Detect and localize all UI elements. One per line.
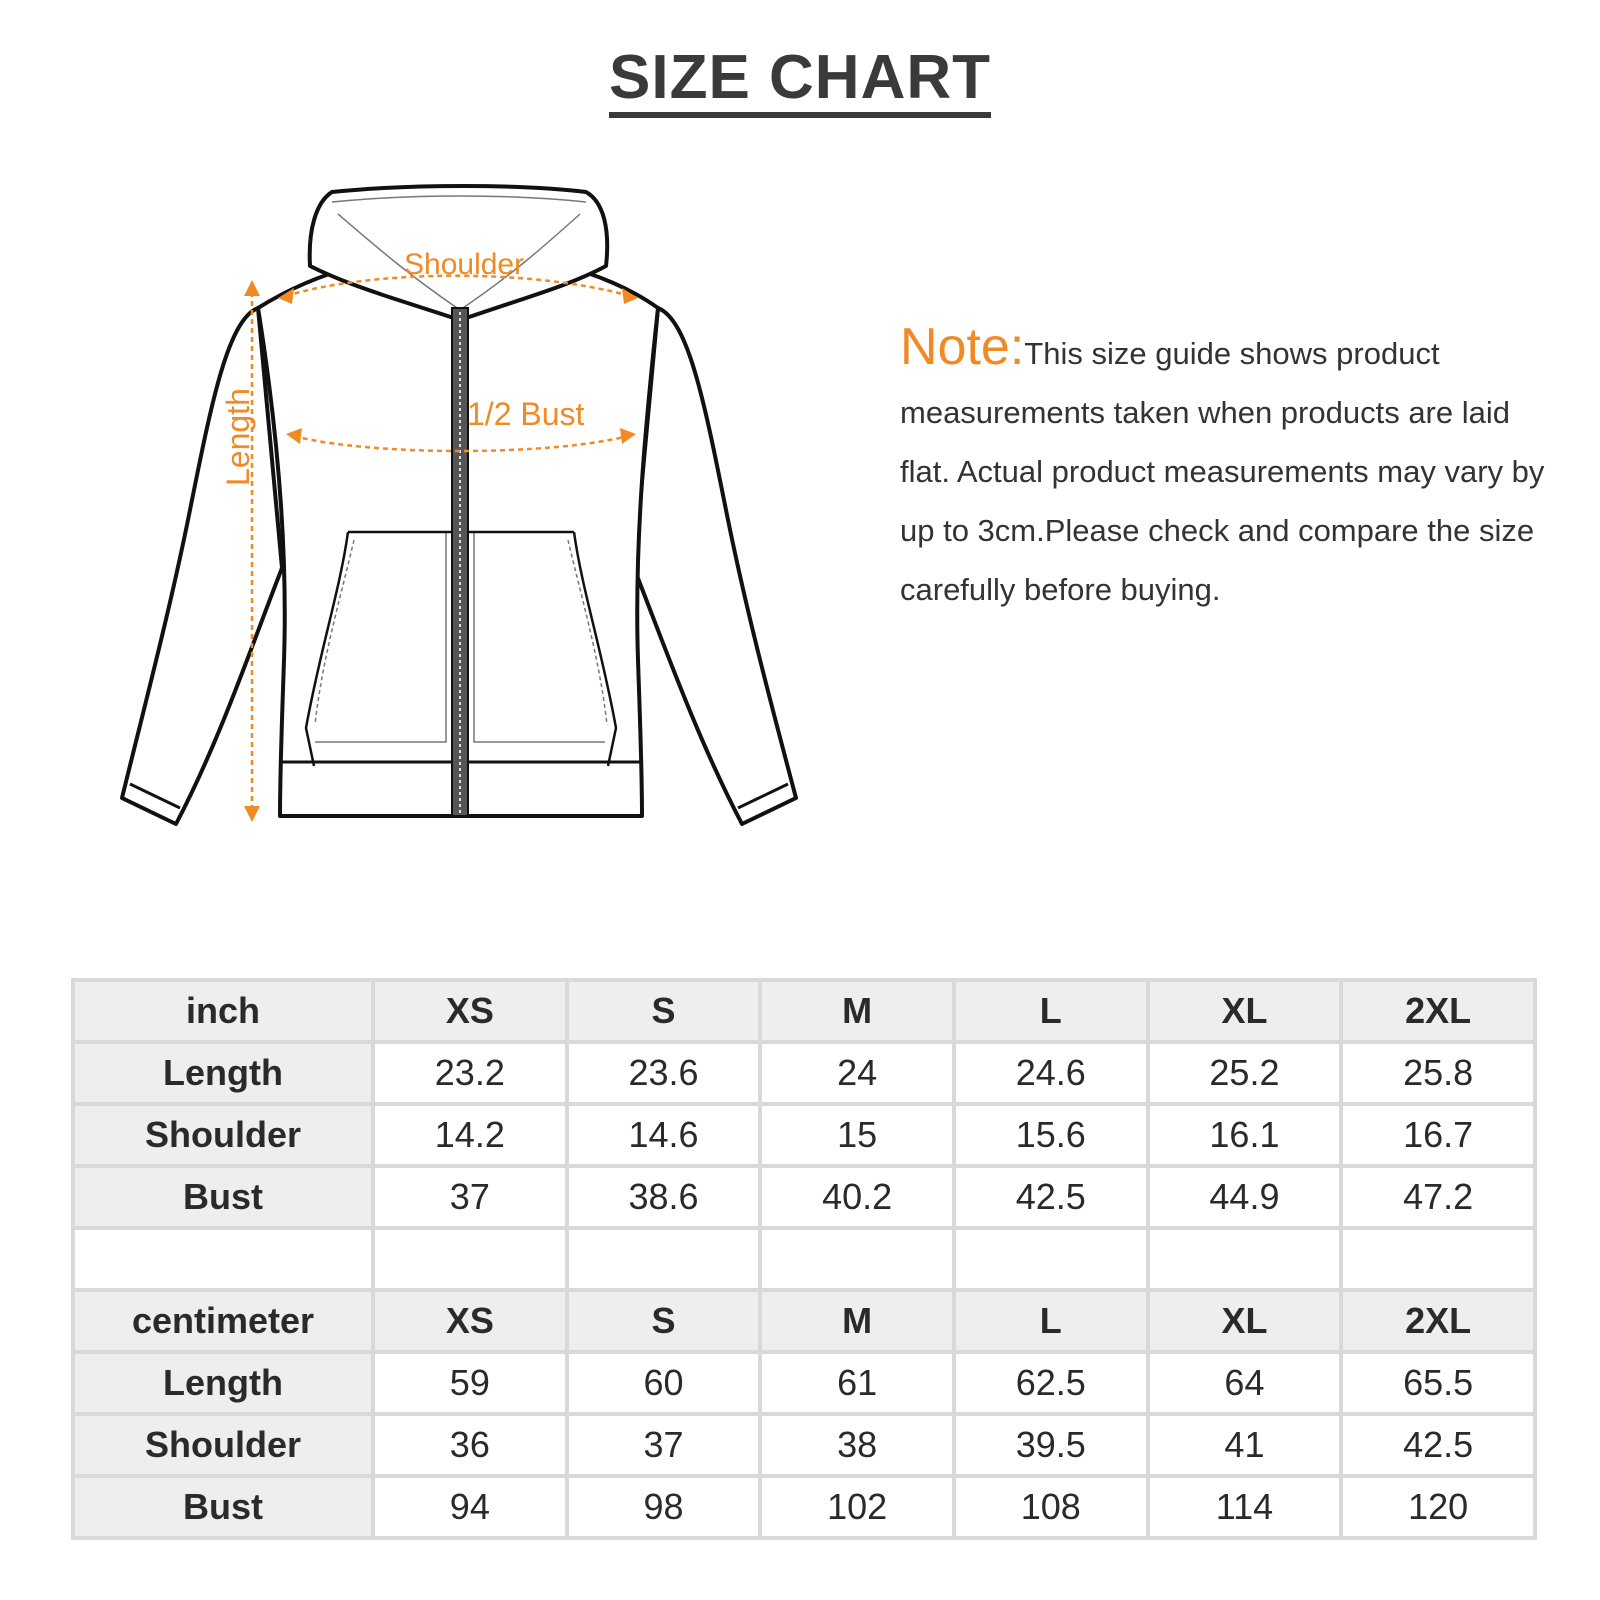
table-cell: 98 <box>569 1478 759 1536</box>
half-bust-label: 1/2 Bust <box>467 396 585 432</box>
empty-cell <box>375 1230 565 1288</box>
size-header: XL <box>1150 1292 1340 1350</box>
table-cell: 16.7 <box>1343 1106 1533 1164</box>
table-cell: 38 <box>762 1416 952 1474</box>
table-cell: 24 <box>762 1044 952 1102</box>
size-header: M <box>762 982 952 1040</box>
table-row <box>75 1106 1533 1164</box>
row-label: Length <box>75 1354 371 1412</box>
unit-label: centimeter <box>75 1292 371 1350</box>
page-title: SIZE CHART <box>0 42 1600 118</box>
note-text: This size guide shows product measurements taken when products are laid flat. Actual product measurements may vary by up to 3cm.Please check and compare the size carefully before buying. <box>900 336 1545 607</box>
table-row <box>75 1044 1533 1102</box>
table-cell: 24.6 <box>956 1044 1146 1102</box>
size-header: S <box>569 982 759 1040</box>
empty-cell <box>75 1230 371 1288</box>
empty-cell <box>569 1230 759 1288</box>
empty-cell <box>762 1230 952 1288</box>
size-header: L <box>956 982 1146 1040</box>
empty-cell <box>956 1230 1146 1288</box>
table-row <box>75 1354 1533 1412</box>
table-cell: 23.2 <box>375 1044 565 1102</box>
table-cell: 36 <box>375 1416 565 1474</box>
table-cell: 59 <box>375 1354 565 1412</box>
table-cell: 65.5 <box>1343 1354 1533 1412</box>
row-label: Shoulder <box>75 1106 371 1164</box>
size-header: M <box>762 1292 952 1350</box>
table-cell: 102 <box>762 1478 952 1536</box>
table-cell: 41 <box>1150 1416 1340 1474</box>
table-cell: 14.2 <box>375 1106 565 1164</box>
table-cell: 15 <box>762 1106 952 1164</box>
size-header: 2XL <box>1343 982 1533 1040</box>
table-cell: 23.6 <box>569 1044 759 1102</box>
table-cell: 114 <box>1150 1478 1340 1536</box>
table-cell: 120 <box>1343 1478 1533 1536</box>
hoodie-outline-icon <box>110 180 830 860</box>
note-heading: Note: <box>900 318 1025 376</box>
table-cell: 60 <box>569 1354 759 1412</box>
size-header: 2XL <box>1343 1292 1533 1350</box>
table-cell: 44.9 <box>1150 1168 1340 1226</box>
table-cell: 64 <box>1150 1354 1340 1412</box>
table-row <box>75 1478 1533 1536</box>
table-cell: 108 <box>956 1478 1146 1536</box>
size-header: XS <box>375 1292 565 1350</box>
table-cell: 94 <box>375 1478 565 1536</box>
table-cell: 42.5 <box>956 1168 1146 1226</box>
size-header: L <box>956 1292 1146 1350</box>
shoulder-label: Shoulder <box>404 248 525 281</box>
table-cell: 62.5 <box>956 1354 1146 1412</box>
row-label: Bust <box>75 1168 371 1226</box>
table-cell: 37 <box>569 1416 759 1474</box>
table-cell: 37 <box>375 1168 565 1226</box>
row-label: Bust <box>75 1478 371 1536</box>
size-header: S <box>569 1292 759 1350</box>
length-label: Length <box>220 388 256 486</box>
table-cell: 15.6 <box>956 1106 1146 1164</box>
empty-cell <box>1343 1230 1533 1288</box>
empty-cell <box>1150 1230 1340 1288</box>
table-cell: 16.1 <box>1150 1106 1340 1164</box>
size-header: XL <box>1150 982 1340 1040</box>
size-table <box>71 978 1537 1540</box>
table-row <box>75 1416 1533 1474</box>
table-cell: 42.5 <box>1343 1416 1533 1474</box>
unit-label: inch <box>75 982 371 1040</box>
size-header: XS <box>375 982 565 1040</box>
row-label: Length <box>75 1044 371 1102</box>
table-cell: 47.2 <box>1343 1168 1533 1226</box>
hoodie-diagram <box>110 180 830 860</box>
table-cell: 40.2 <box>762 1168 952 1226</box>
spacer-row <box>75 1230 1533 1288</box>
table-cell: 38.6 <box>569 1168 759 1226</box>
table-cell: 61 <box>762 1354 952 1412</box>
table-cell: 14.6 <box>569 1106 759 1164</box>
cm-header-row <box>75 1292 1533 1350</box>
table-row <box>75 1168 1533 1226</box>
table-cell: 25.2 <box>1150 1044 1340 1102</box>
inch-header-row <box>75 982 1533 1040</box>
row-label: Shoulder <box>75 1416 371 1474</box>
size-note <box>900 318 1550 619</box>
table-cell: 25.8 <box>1343 1044 1533 1102</box>
table-cell: 39.5 <box>956 1416 1146 1474</box>
